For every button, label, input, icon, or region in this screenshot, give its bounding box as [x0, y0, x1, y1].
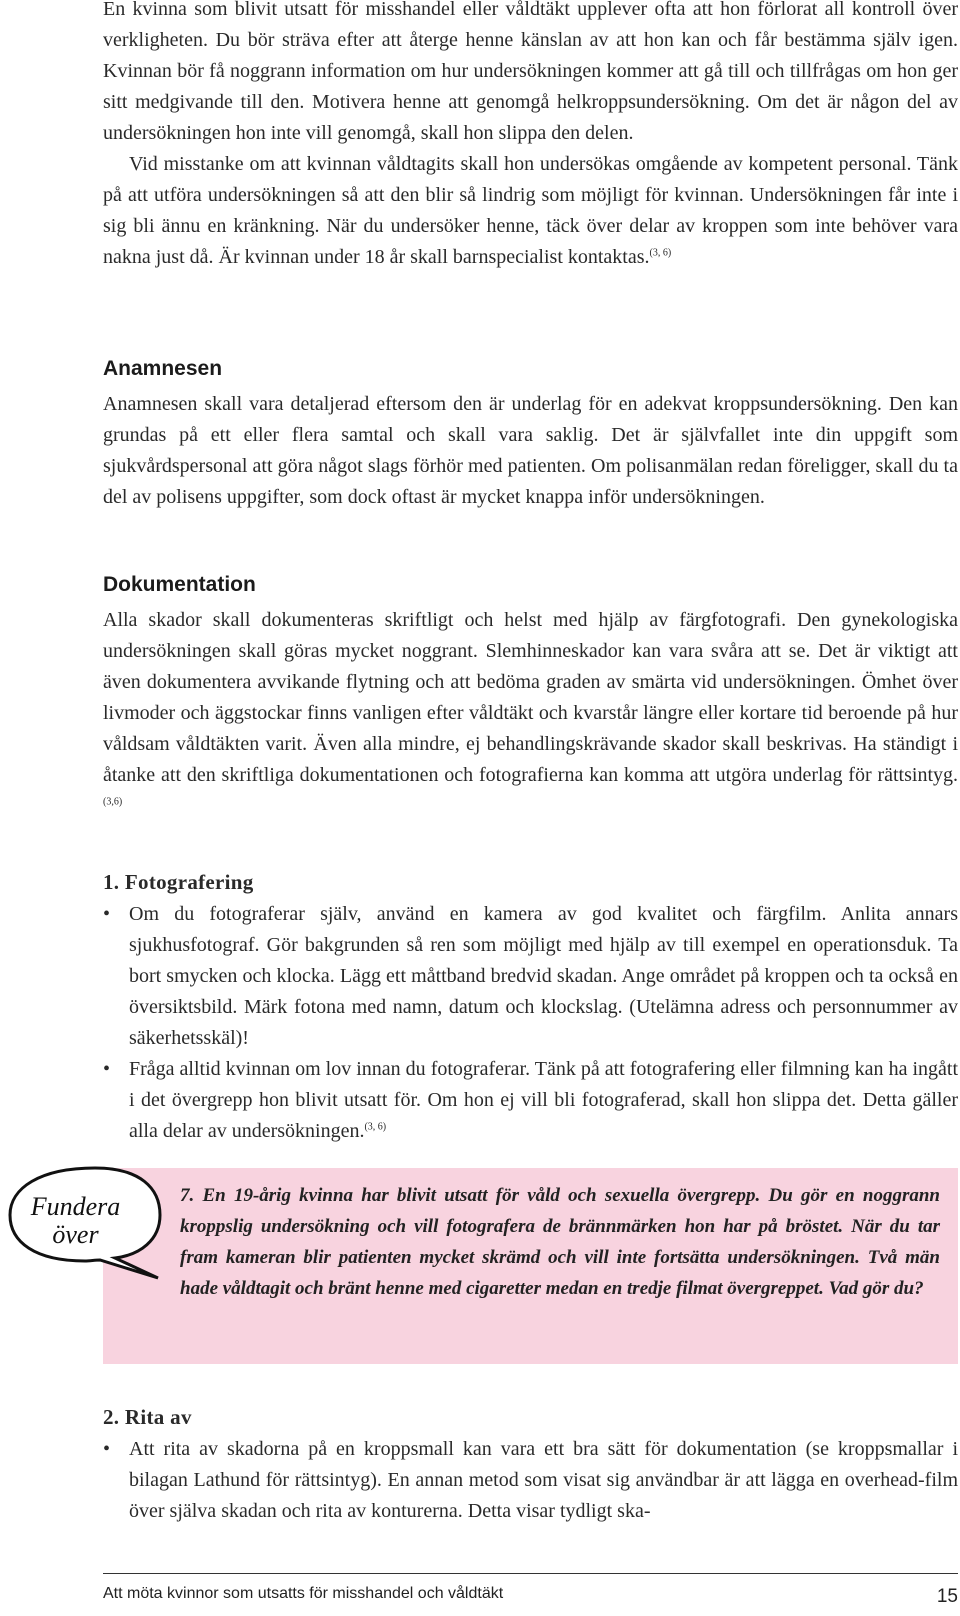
list-item: • Fråga alltid kvinnan om lov innan du fotograferar. Tänk på att fotografering eller filmning kan ha ingått i det övergrepp hon blivit utsatt för. Om hon ej vill bli fotograferad, skall hon slippa det. Detta gäller alla delar av undersökningen.$^{(3, 6)}$ — [103, 1054, 958, 1147]
anamnesen-section — [103, 356, 958, 513]
intro-section — [103, 0, 958, 273]
fundera-over-label — [18, 1193, 133, 1249]
reference-superscript: (3, 6) — [649, 247, 672, 259]
reference-superscript: (3,6) — [103, 796, 123, 808]
rita-section — [103, 1403, 958, 1527]
anamnesen-paragraph: Anamnesen skall vara detaljerad eftersom den är underlag för en adekvat kroppsundersökning. Den kan grundas på ett eller flera samtal och skall vara saklig. Det är självfallet inte din uppgift som sjukvårdspersonal att göra något slags förhör med patienten. Om polisanmälan redan föreligger, skall du ta del av polisens uppgifter, som dock oftast är mycket knappa inför undersökningen. — [103, 393, 958, 508]
dokumentation-paragraph: Alla skador skall dokumenteras skriftligt och helst med hjälp av färgfotografi. Den gynekologiska undersökningen skall göras mycket noggrant. Slemhinneskador kan vara svåra att se. Det är viktigt att även dokumentera avvikande flytning och att bedöma graden av smärta vid undersökningen. Ömhet över livmoder och äggstockar finns vanligen efter våldtäkt och kvarstår längre eller kortare tid beroende på hur våldsam våldtäkten varit. Även alla mindre, ej behandlingskrävande skador skall beskrivas. Ha ständigt i åtanke att den skriftliga dokumentationen och fotografierna kan komma att utgöra underlag för rättsintyg.$^{(3,6)}$ — [103, 609, 958, 808]
intro-paragraph-1: En kvinna som blivit utsatt för misshandel eller våldtäkt upplever ofta att hon förlorat all kontroll över verkligheten. Du bör sträva efter att återge henne känslan av att hon kan och får bestämma själv igen. Kvinnan bör få noggrann information om hur undersökningen kommer att gå till och tillfrågas om hon ger sitt medgivande till den. Motivera henne att genomgå helkroppsundersökning. Om det är någon del av undersökningen hon inte vill genomgå, skall hon slippa den delen. — [103, 0, 958, 144]
fotografering-list — [103, 899, 958, 1147]
subsection-heading-fotografering: 1. Fotografering — [103, 870, 254, 894]
rita-list — [103, 1434, 958, 1527]
subsection-heading-rita: 2. Rita av — [103, 1405, 192, 1429]
reflection-question: 7. En 19-årig kvinna har blivit utsatt för våld och sexuella övergrepp. Du gör en noggrann kroppslig undersökning och vill fotografera de brännmärken hon har på bröstet. När du tar fram kameran blir patienten mycket skrämd och vill inte fortsätta undersökningen. Två män hade våldtagit och bränt henne med cigaretter medan en tredje filmat övergreppet. Vad gör du? — [180, 1185, 940, 1299]
fundera-label-line-2: över — [52, 1220, 99, 1249]
intro-paragraph-2: Vid misstanke om att kvinnan våldtagits skall hon undersökas omgående av kompetent personal. Tänk på att utföra undersökningen så att den blir så lindrig som möjligt för kvinnan. Undersökningen får inte i sig bli ännu en kränkning. När du undersöker henne, täck över delar av kroppen som inte behöver vara nakna just då. Är kvinnan under 18 år skall barnspecialist kontaktas.$^{(3, 6)}$ — [103, 153, 958, 268]
section-heading-anamnesen: Anamnesen — [103, 357, 223, 380]
reference-superscript: (3, 6) — [364, 1121, 387, 1133]
fundera-label-line-1: Fundera — [30, 1192, 121, 1221]
dokumentation-section — [103, 572, 958, 822]
page-number: 15 — [936, 1586, 958, 1607]
list-item: • Om du fotograferar själv, använd en kamera av god kvalitet och färgfilm. Anlita annars sjukhusfotograf. Gör bakgrunden så ren som möjligt med hjälp av till exempel en operationsduk. Ta bort smycken och klocka. Lägg ett måttband bredvid skadan. Ange området på kroppen och ta också en översiktsbild. Märk fotona med namn, datum och klockslag. (Utelämna adress och personnummer av säkerhetsskäl)! — [103, 899, 958, 1054]
footer-divider — [103, 1573, 958, 1574]
fotografering-section — [103, 868, 958, 1147]
section-heading-dokumentation: Dokumentation — [103, 573, 256, 596]
list-item: • Att rita av skadorna på en kroppsmall kan vara ett bra sätt för dokumentation (se kroppsmallar i bilagan Lathund för rättsintyg). En annan metod som visat sig användbar är att lägga en overhead-film över själva skadan och rita av konturerna. Detta visar tydligt ska- — [103, 1434, 958, 1527]
footer-title: Att möta kvinnor som utsatts för misshandel och våldtäkt — [103, 1585, 504, 1602]
